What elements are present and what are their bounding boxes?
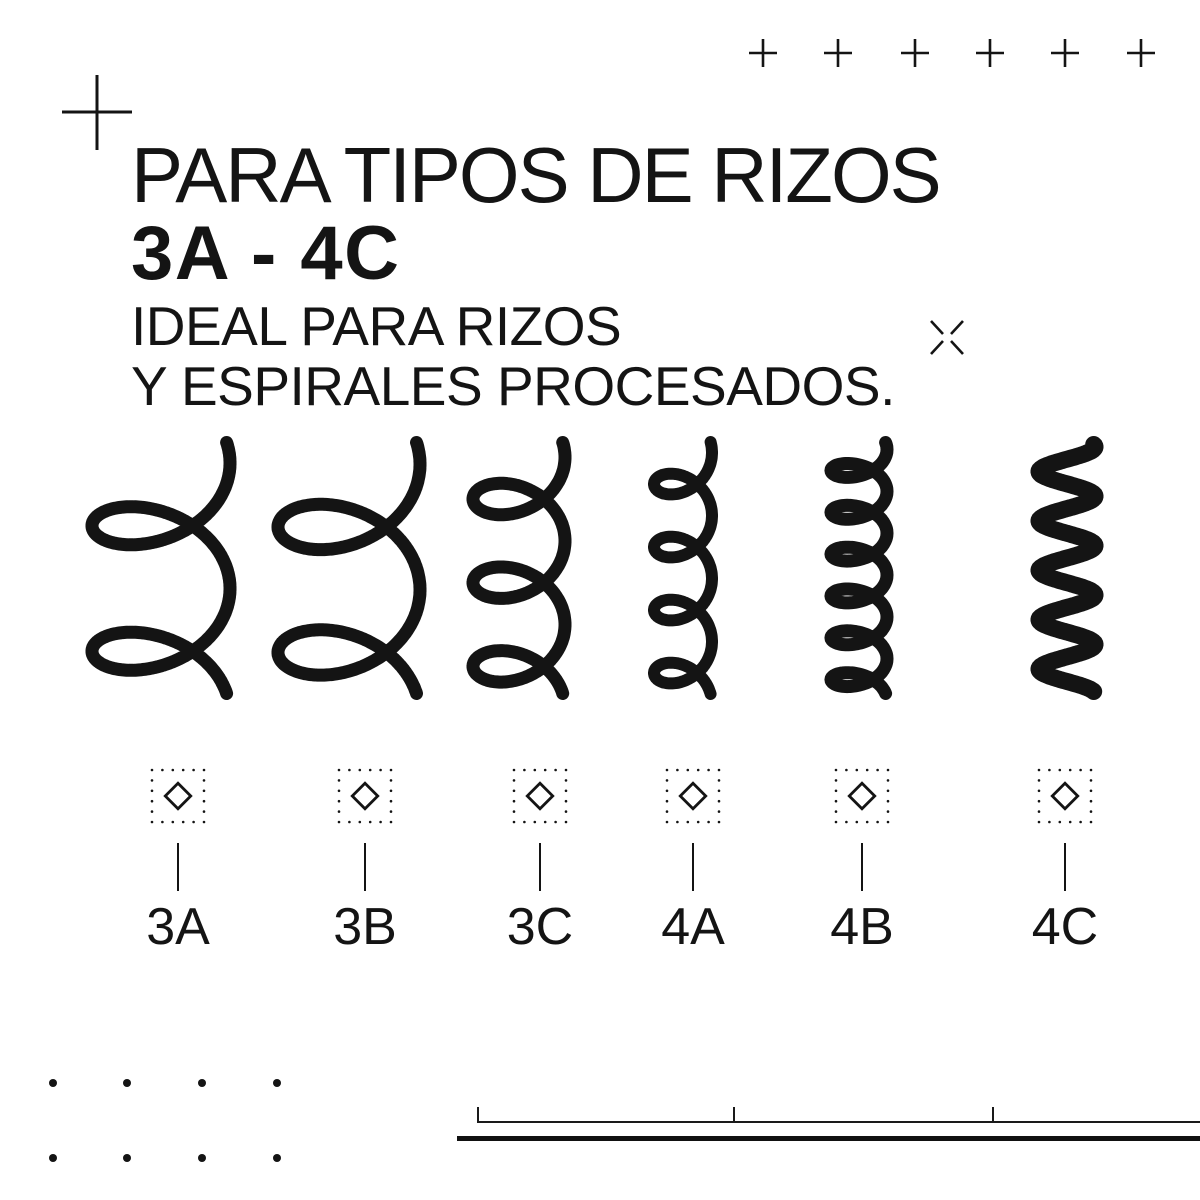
connector-line — [364, 843, 366, 891]
x-mark-icon — [929, 317, 965, 357]
subtitle-line-1: IDEAL PARA RIZOS — [131, 295, 622, 357]
dotted-square — [667, 770, 719, 822]
diamond-marker-icon — [834, 768, 890, 824]
curl-type-label-3c: 3C — [506, 898, 574, 956]
diamond-icon — [849, 783, 874, 808]
connector-line — [1064, 843, 1066, 891]
ruler-line — [477, 1121, 1200, 1123]
dot — [49, 1079, 57, 1087]
diamond-icon — [1052, 783, 1077, 808]
curl-4c-illustration — [977, 433, 1157, 703]
subtitle-line-2: Y ESPIRALES PROCESADOS. — [131, 355, 895, 417]
diamond-marker-icon — [150, 768, 206, 824]
dotted-square — [836, 770, 888, 822]
curl-type-label-4b: 4B — [830, 898, 894, 956]
connector-line — [861, 843, 863, 891]
diamond-marker-icon — [1037, 768, 1093, 824]
connector-line — [177, 843, 179, 891]
dot — [49, 1154, 57, 1162]
curl-type-label-4a: 4A — [661, 898, 725, 956]
diamond-marker-icon — [337, 768, 393, 824]
curl-4a-illustration — [593, 433, 773, 703]
ruler-tick — [733, 1107, 735, 1123]
baseline-rule — [457, 1136, 1200, 1141]
diamond-icon — [680, 783, 705, 808]
curl-4b-illustration — [769, 433, 949, 703]
diamond-icon — [527, 783, 552, 808]
dotted-square — [152, 770, 204, 822]
curl-3b-illustration — [259, 433, 439, 703]
dotted-square — [339, 770, 391, 822]
dot — [123, 1079, 131, 1087]
dot — [273, 1079, 281, 1087]
curl-3a-illustration — [71, 433, 251, 703]
ruler-tick — [477, 1107, 479, 1123]
dot — [198, 1154, 206, 1162]
dot — [273, 1154, 281, 1162]
connector-line — [692, 843, 694, 891]
plus-icon — [824, 39, 852, 67]
diamond-marker-icon — [665, 768, 721, 824]
curl-type-label-3b: 3B — [333, 898, 397, 956]
curl-type-label-4c: 4C — [1031, 898, 1099, 956]
curl-type-label-3a: 3A — [146, 898, 210, 956]
dotted-square — [1039, 770, 1091, 822]
dotted-square — [514, 770, 566, 822]
curl-range: 3A - 4C — [131, 211, 401, 296]
plus-mark-icon — [61, 74, 133, 152]
page-title: PARA TIPOS DE RIZOS — [131, 131, 940, 219]
plus-icon — [749, 39, 777, 67]
plus-icon — [1051, 39, 1079, 67]
diamond-icon — [165, 783, 190, 808]
diamond-icon — [352, 783, 377, 808]
connector-line — [539, 843, 541, 891]
plus-icon — [976, 39, 1004, 67]
dot — [198, 1079, 206, 1087]
plus-icon — [901, 39, 929, 67]
curl-3c-illustration — [429, 433, 609, 703]
plus-icon — [1127, 39, 1155, 67]
dot — [123, 1154, 131, 1162]
ruler-tick — [992, 1107, 994, 1123]
diamond-marker-icon — [512, 768, 568, 824]
